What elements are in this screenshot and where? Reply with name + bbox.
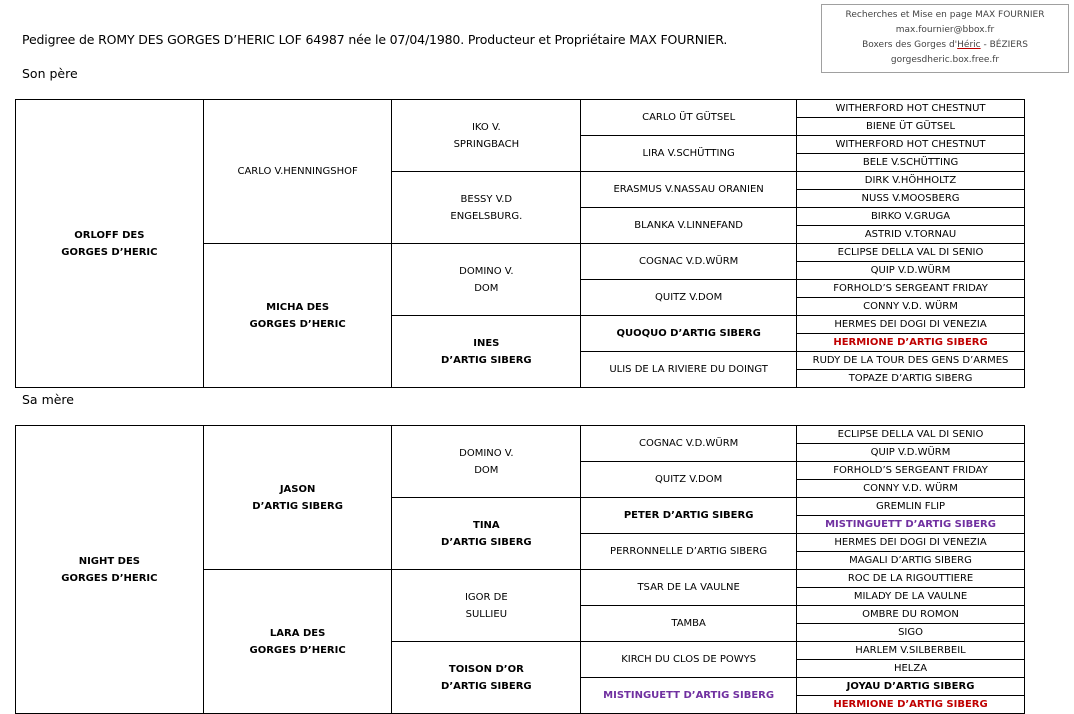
mother-g5-12: SIGO [797, 624, 1025, 642]
father-g5-11: FORHOLD’S SERGEANT FRIDAY [797, 280, 1025, 298]
father-g5-6: NUSS V.MOOSBERG [797, 190, 1025, 208]
father-g5-12: CONNY V.D. WÜRM [797, 298, 1025, 316]
mother-g5-11: OMBRE DU ROMON [797, 606, 1025, 624]
father-g3-2: BESSY V.D ENGELSBURG. [392, 172, 581, 244]
mother-g4-3: PETER D’ARTIG SIBERG [581, 498, 797, 534]
info-credit: Recherches et Mise en page MAX FOURNIER [845, 10, 1045, 20]
dam-cell: NIGHT DES GORGES D’HERIC [16, 426, 204, 714]
info-kennel [822, 38, 1068, 53]
mother-pedigree-table [15, 425, 1025, 714]
info-website[interactable]: gorgesdheric.box.free.fr [890, 55, 1000, 65]
info-kennel-underlined: Héric [957, 40, 981, 50]
father-g5-9: ECLIPSE DELLA VAL DI SENIO [797, 244, 1025, 262]
mother-g5-5: GREMLIN FLIP [797, 498, 1025, 516]
info-kennel-pre: Boxers des Gorges d' [862, 40, 958, 50]
father-g5-14: HERMIONE D’ARTIG SIBERG [797, 334, 1025, 352]
mother-g3-3: IGOR DE SULLIEU [392, 570, 581, 642]
father-g3-3: DOMINO V. DOM [392, 244, 581, 316]
info-kennel-post: - BÉZIERS [980, 40, 1028, 50]
father-g5-1: WITHERFORD HOT CHESTNUT [797, 100, 1025, 118]
father-g4-4: BLANKA V.LINNEFAND [581, 208, 797, 244]
father-g3-4: INES D’ARTIG SIBERG [392, 316, 581, 388]
father-g5-16: TOPAZE D’ARTIG SIBERG [797, 370, 1025, 388]
mother-g5-13: HARLEM V.SILBERBEIL [797, 642, 1025, 660]
mother-g2-dam: LARA DES GORGES D’HERIC [203, 570, 392, 714]
mother-g5-15: JOYAU D’ARTIG SIBERG [797, 678, 1025, 696]
father-g4-8: ULIS DE LA RIVIERE DU DOINGT [581, 352, 797, 388]
author-info-box [821, 4, 1069, 73]
mother-g5-8: MAGALI D’ARTIG SIBERG [797, 552, 1025, 570]
father-g5-2: BIENE ÜT GÜTSEL [797, 118, 1025, 136]
mother-g4-1: COGNAC V.D.WÜRM [581, 426, 797, 462]
mother-g3-4: TOISON D’OR D’ARTIG SIBERG [392, 642, 581, 714]
mother-g5-7: HERMES DEI DOGI DI VENEZIA [797, 534, 1025, 552]
father-g5-10: QUIP V.D.WÜRM [797, 262, 1025, 280]
mother-g4-8: MISTINGUETT D’ARTIG SIBERG [581, 678, 797, 714]
father-g5-7: BIRKO V.GRUGA [797, 208, 1025, 226]
mother-g4-4: PERRONNELLE D’ARTIG SIBERG [581, 534, 797, 570]
father-g2-sire: CARLO V.HENNINGSHOF [203, 100, 392, 244]
father-g4-1: CARLO ÜT GÜTSEL [581, 100, 797, 136]
mother-g5-16: HERMIONE D’ARTIG SIBERG [797, 696, 1025, 714]
mother-g5-4: CONNY V.D. WÜRM [797, 480, 1025, 498]
father-g5-3: WITHERFORD HOT CHESTNUT [797, 136, 1025, 154]
father-g4-2: LIRA V.SCHÜTTING [581, 136, 797, 172]
mother-g5-3: FORHOLD’S SERGEANT FRIDAY [797, 462, 1025, 480]
father-pedigree-table [15, 99, 1025, 388]
mother-g5-6: MISTINGUETT D’ARTIG SIBERG [797, 516, 1025, 534]
mother-g5-1: ECLIPSE DELLA VAL DI SENIO [797, 426, 1025, 444]
mother-g4-7: KIRCH DU CLOS DE POWYS [581, 642, 797, 678]
father-g4-5: COGNAC V.D.WÜRM [581, 244, 797, 280]
mother-g2-sire: JASON D’ARTIG SIBERG [203, 426, 392, 570]
father-g4-7: QUOQUO D’ARTIG SIBERG [581, 316, 797, 352]
mother-g4-2: QUITZ V.DOM [581, 462, 797, 498]
mother-g3-1: DOMINO V. DOM [392, 426, 581, 498]
father-g2-dam: MICHA DES GORGES D’HERIC [203, 244, 392, 388]
mother-g4-5: TSAR DE LA VAULNE [581, 570, 797, 606]
father-section-label: Son père [22, 66, 78, 81]
father-g4-3: ERASMUS V.NASSAU ORANIEN [581, 172, 797, 208]
sire-cell: ORLOFF DES GORGES D’HERIC [16, 100, 204, 388]
father-g5-15: RUDY DE LA TOUR DES GENS D’ARMES [797, 352, 1025, 370]
mother-g3-2: TINA D’ARTIG SIBERG [392, 498, 581, 570]
mother-g4-6: TAMBA [581, 606, 797, 642]
mother-section-label: Sa mère [22, 392, 74, 407]
father-g5-5: DIRK V.HÖHHOLTZ [797, 172, 1025, 190]
page-title: Pedigree de ROMY DES GORGES D’HERIC LOF 64987 née le 07/04/1980. Producteur et Propriétaire MAX FOURNIER. [22, 32, 728, 47]
mother-g5-10: MILADY DE LA VAULNE [797, 588, 1025, 606]
father-g5-13: HERMES DEI DOGI DI VENEZIA [797, 316, 1025, 334]
mother-g5-9: ROC DE LA RIGOUTTIERE [797, 570, 1025, 588]
mother-g5-14: HELZA [797, 660, 1025, 678]
father-g4-6: QUITZ V.DOM [581, 280, 797, 316]
info-email[interactable]: max.fournier@bbox.fr [895, 25, 995, 35]
mother-g5-2: QUIP V.D.WÜRM [797, 444, 1025, 462]
father-g5-4: BELE V.SCHÜTTING [797, 154, 1025, 172]
father-g5-8: ASTRID V.TORNAU [797, 226, 1025, 244]
father-g3-1: IKO V. SPRINGBACH [392, 100, 581, 172]
